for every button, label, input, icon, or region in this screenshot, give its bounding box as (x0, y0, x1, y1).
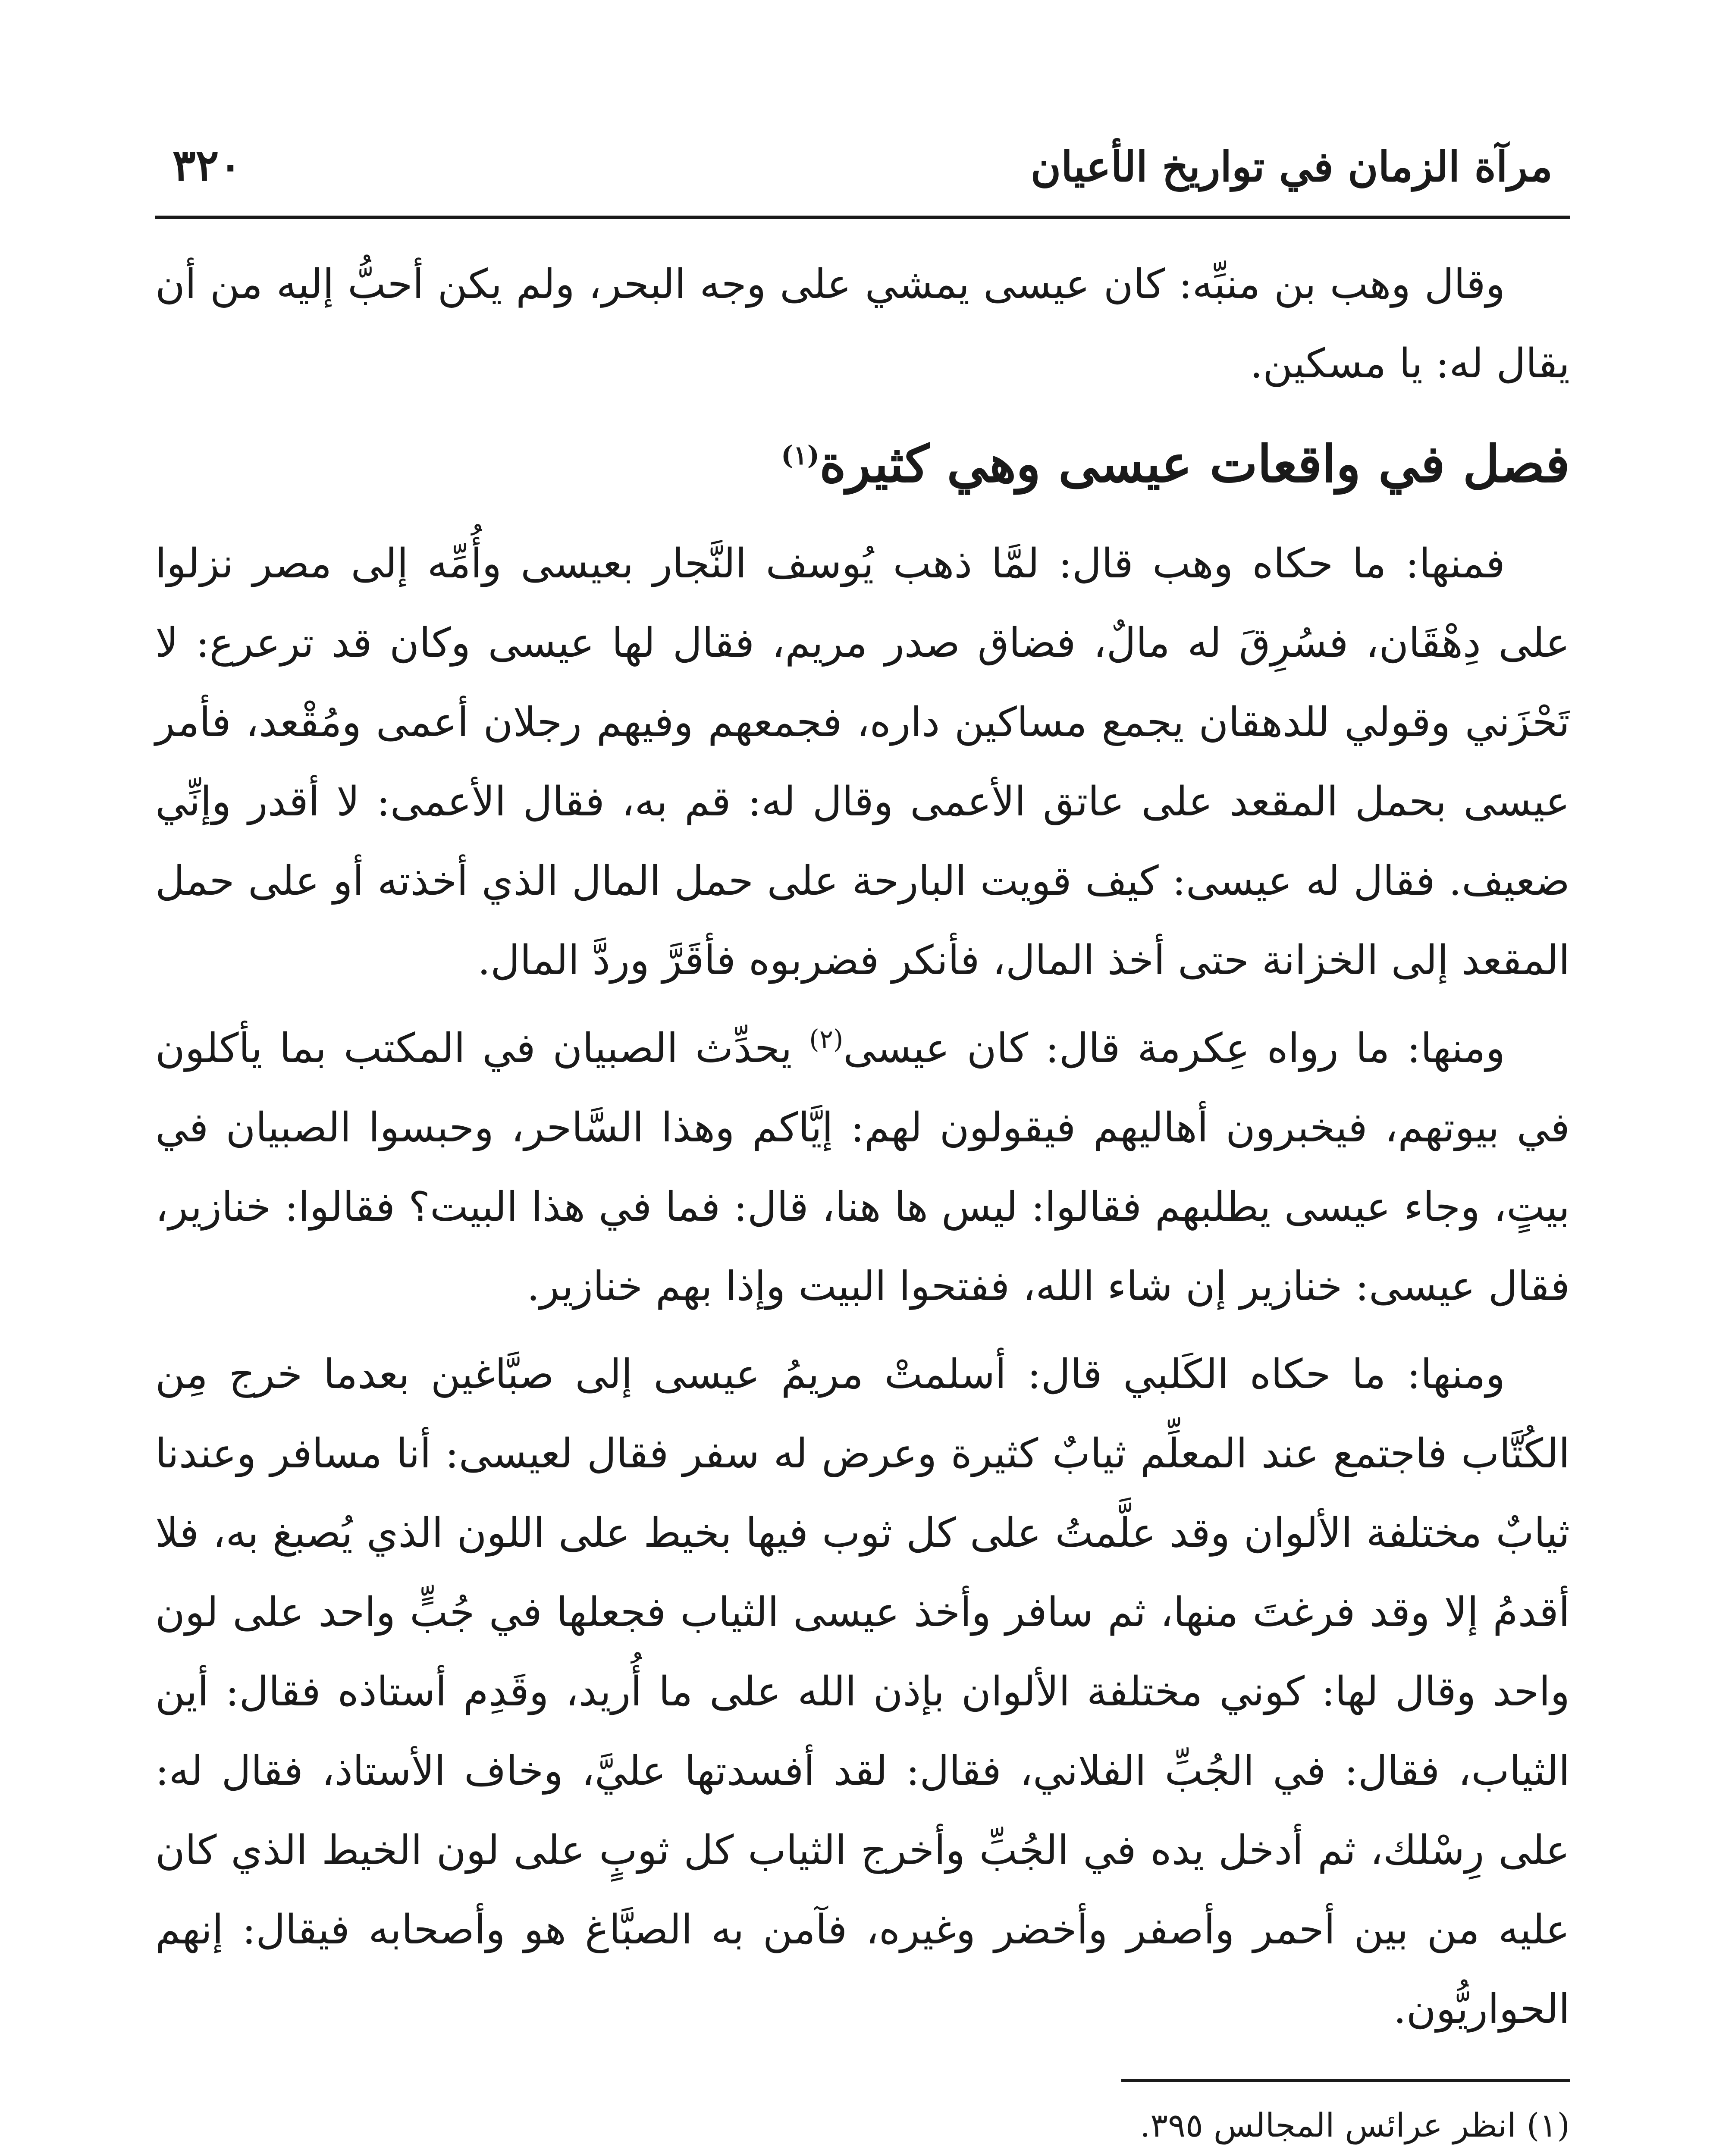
footnotes (155, 2095, 1570, 2156)
paragraph-2-start: ومنها: ما رواه عِكرمة قال: كان عيسى (843, 1025, 1506, 1072)
intro-paragraph: وقال وهب بن منبِّه: كان عيسى يمشي على وجه البحر، ولم يكن أحبُّ إليه من أن يقال له: يا مسكين. (155, 261, 1570, 387)
footnote-1: (١) انظر عرائس المجالس ٣٩٥. (1140, 2106, 1570, 2144)
running-header (155, 129, 1570, 219)
section-heading-text: فصل في واقعات عيسى وهي كثيرة (819, 434, 1570, 494)
paragraph-1: فمنها: ما حكاه وهب قال: لمَّا ذهب يُوسف النَّجار بعيسى وأُمِّه إلى مصر نزلوا على دِهْقَان، فسُرِقَ له مالٌ، فضاق صدر مريم، فقال لها عيسى وكان قد ترعرع: لا تَحْزَني وقولي للدهقان يجمع مساكين داره، فجمعهم وفيهم رجلان أعمى ومُقْعد، فأمر عيسى بحمل المقعد على عاتق الأعمى وقال له: قم به، فقال الأعمى: لا أقدر وإنِّي ضعيف. فقال له عيسى: كيف قويت البارحة على حمل المال الذي أخذته أو على حمل المقعد إلى الخزانة حتى أخذ المال، فأنكر فضربوه فأقَرَّ وردَّ المال. (155, 540, 1570, 984)
page-number: ٣٢٠ (173, 140, 242, 191)
paragraph-2-rest: يحدِّث الصبيان في المكتب بما يأكلون في بيوتهم، فيخبرون أهاليهم فيقولون لهم: إيَّاكم وهذا السَّاحر، وحبسوا الصبيان في بيتٍ، وجاء عيسى يطلبهم فقالوا: ليس ها هنا، قال: فما في هذا البيت؟ فقالوا: خنازير، فقال عيسى: خنازير إن شاء الله، ففتحوا البيت وإذا بهم خنازير. (155, 1025, 1570, 1310)
footnote-ref-1: (١) (781, 440, 820, 471)
footnote-separator (1121, 2079, 1570, 2082)
footnote-ref-2: (٢) (809, 1024, 844, 1055)
paragraph-2 (155, 1009, 1570, 1326)
section-heading (155, 421, 1570, 507)
body-text (155, 245, 1570, 2049)
paragraph-3: ومنها: ما حكاه الكَلبي قال: أسلمتْ مريمُ عيسى إلى صبَّاغين بعدما خرج مِن الكُتَّاب فاجتمع عند المعلِّم ثيابٌ كثيرة وعرض له سفر فقال لعيسى: أنا مسافر وعندنا ثيابٌ مختلفة الألوان وقد علَّمتُ على كل ثوب فيها بخيط على اللون الذي يُصبغ به، فلا أقدمُ إلا وقد فرغتَ منها، ثم سافر وأخذ عيسى الثياب فجعلها في جُبٍّ واحد على لون واحد وقال لها: كوني مختلفة الألوان بإذن الله على ما أُريد، وقَدِم أستاذه فقال: أين الثياب، فقال: في الجُبِّ الفلاني، فقال: لقد أفسدتها عليَّ، وخاف الأستاذ، فقال له: على رِسْلك، ثم أدخل يده في الجُبِّ وأخرج الثياب كل ثوبٍ على لون الخيط الذي كان عليه من بين أحمر وأصفر وأخضر وغيره، فآمن به الصبَّاغ هو وأصحابه فيقال: إنهم الحواريُّون. (155, 1351, 1570, 2033)
book-page (155, 129, 1570, 2156)
header-title: مرآة الزمان في تواريخ الأعيان (1030, 142, 1553, 191)
